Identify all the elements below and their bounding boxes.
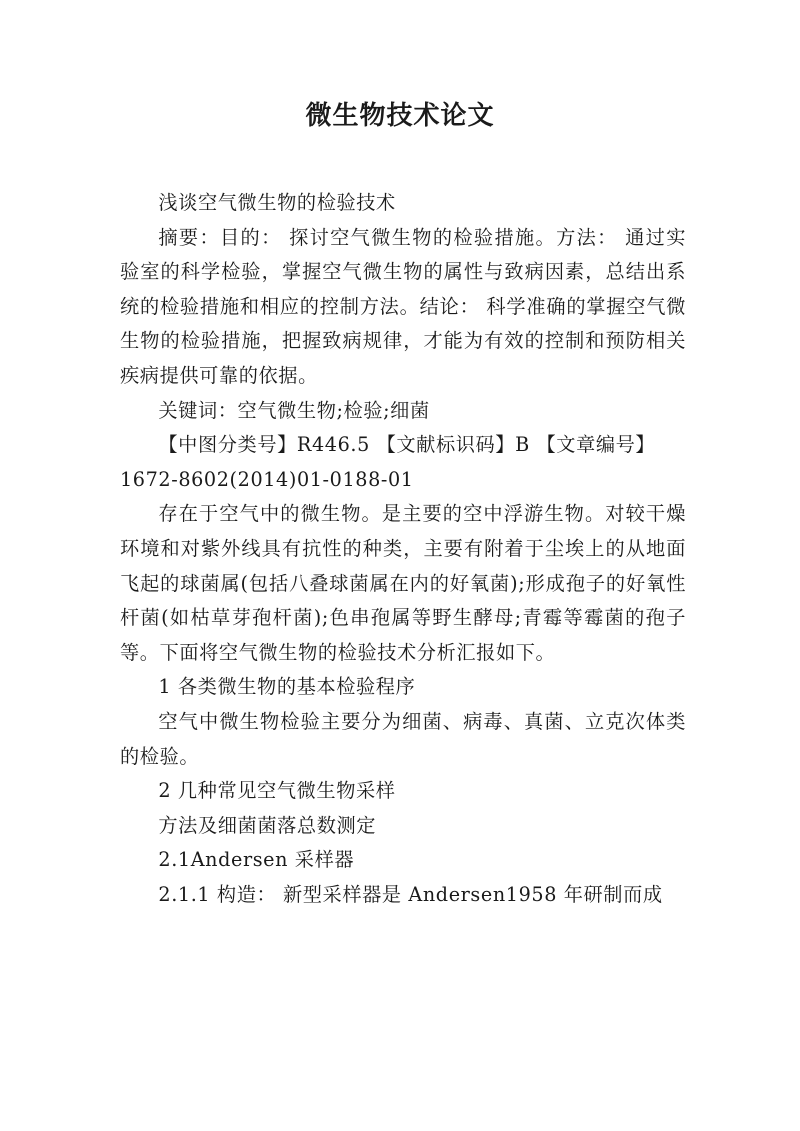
intro-paragraph: 存在于空气中的微生物。是主要的空中浮游生物。对较干燥环境和对紫外线具有抗性的种类，主要有附着于尘埃上的从地面飞起的球菌属(包括八叠球菌属在内的好氧菌);形成孢子的好氧性杆菌(如枯草芽孢杆菌);色串孢属等野生酵母;青霉等霉菌的孢子等。下面将空气微生物的检验技术分析汇报如下。 [120,502,686,664]
abstract-paragraph: 摘要：目的： 探讨空气微生物的检验措施。方法： 通过实验室的科学检验，掌握空气微生物的属性与致病因素，总结出系统的检验措施和相应的控制方法。结论： 科学准确的掌握空气微生物的检验措施，把握致病规律，才能为有效的控制和预防相关疾病提供可靠的依据。 [120,225,686,387]
section-heading-2-continued: 方法及细菌菌落总数测定 [158,813,377,837]
subsection-2-1-1-paragraph: 2.1.1 构造： 新型采样器是 Andersen1958 年研制而成 [158,882,663,906]
keywords-paragraph: 关键词：空气微生物;检验;细菌 [158,398,430,422]
section-heading-1: 1 各类微生物的基本检验程序 [158,675,416,699]
section-1-paragraph: 空气中微生物检验主要分为细菌、病毒、真菌、立克次体类的检验。 [120,709,686,768]
article-number: 1672-8602(2014)01-0188-01 [120,467,414,491]
article-heading: 浅谈空气微生物的检验技术 [158,191,396,214]
document-title: 微生物技术论文 [305,101,495,131]
classification-paragraph: 【中图分类号】R446.5 【文献标识码】B 【文章编号】 [158,433,656,457]
section-heading-2: 2 几种常见空气微生物采样 [158,779,396,803]
document-body [120,186,686,912]
subsection-heading-2-1: 2.1Andersen 采样器 [158,848,355,872]
